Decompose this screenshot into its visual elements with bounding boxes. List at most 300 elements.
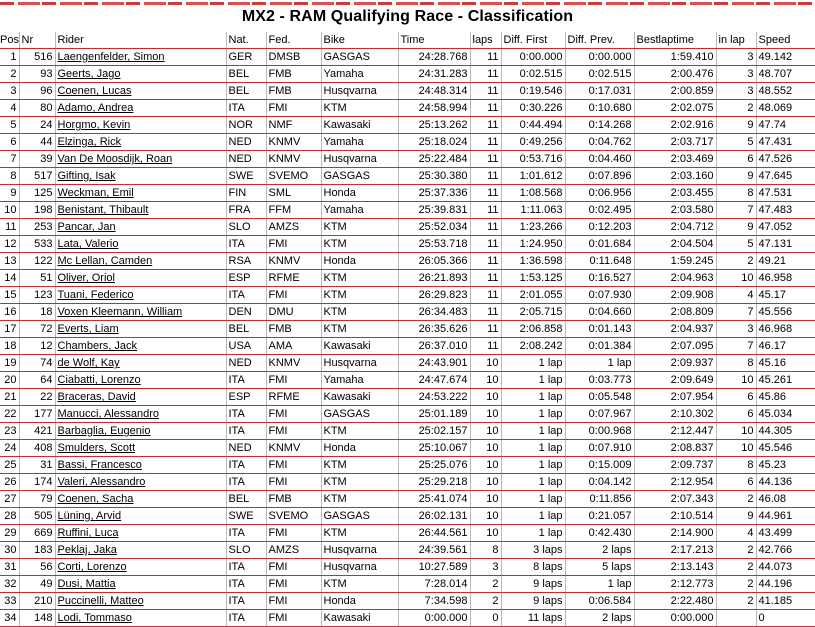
cell-diff-prev: 0:02.515 bbox=[565, 66, 634, 83]
table-row bbox=[0, 593, 815, 610]
cell-fed: KNMV bbox=[266, 440, 321, 457]
cell-nr: 408 bbox=[19, 440, 55, 457]
cell-bestlaptime: 2:04.504 bbox=[634, 236, 716, 253]
cell-bike: Honda bbox=[321, 593, 398, 610]
cell-rider bbox=[55, 236, 226, 253]
cell-bestlaptime: 2:03.717 bbox=[634, 134, 716, 151]
cell-pos: 30 bbox=[0, 542, 19, 559]
cell-diff-prev: 0:11.856 bbox=[565, 491, 634, 508]
cell-speed: 46.08 bbox=[756, 491, 815, 508]
top-stripe-pattern bbox=[0, 2, 815, 5]
rider-link[interactable]: Lata, Valerio bbox=[57, 238, 119, 250]
cell-pos: 24 bbox=[0, 440, 19, 457]
cell-nat: ITA bbox=[226, 100, 266, 117]
cell-fed: FMB bbox=[266, 83, 321, 100]
cell-pos: 22 bbox=[0, 406, 19, 423]
cell-diff-first: 1 lap bbox=[501, 423, 565, 440]
cell-nr: 669 bbox=[19, 525, 55, 542]
cell-speed: 41.185 bbox=[756, 593, 815, 610]
cell-fed: FMI bbox=[266, 525, 321, 542]
cell-rider bbox=[55, 185, 226, 202]
cell-laps: 10 bbox=[470, 474, 501, 491]
cell-diff-first: 0:00.000 bbox=[501, 49, 565, 66]
cell-time: 26:29.823 bbox=[398, 287, 470, 304]
cell-in-lap: 2 bbox=[716, 542, 756, 559]
cell-bike: GASGAS bbox=[321, 49, 398, 66]
cell-diff-first: 0:19.546 bbox=[501, 83, 565, 100]
cell-fed: FMI bbox=[266, 406, 321, 423]
cell-laps: 11 bbox=[470, 117, 501, 134]
cell-diff-first: 2:06.858 bbox=[501, 321, 565, 338]
column-header-speed: Speed bbox=[756, 32, 815, 49]
cell-speed: 47.431 bbox=[756, 134, 815, 151]
rider-link[interactable]: Corti, Lorenzo bbox=[57, 561, 127, 573]
table-row bbox=[0, 389, 815, 406]
column-header-bike: Bike bbox=[321, 32, 398, 49]
cell-diff-prev: 0:21.057 bbox=[565, 508, 634, 525]
cell-time: 10:27.589 bbox=[398, 559, 470, 576]
cell-diff-first: 1 lap bbox=[501, 474, 565, 491]
table-row bbox=[0, 168, 815, 185]
cell-bike: KTM bbox=[321, 100, 398, 117]
cell-laps: 10 bbox=[470, 372, 501, 389]
cell-nat: FRA bbox=[226, 202, 266, 219]
rider-link[interactable]: Bassi, Francesco bbox=[57, 459, 142, 471]
cell-nr: 253 bbox=[19, 219, 55, 236]
cell-bestlaptime: 2:12.954 bbox=[634, 474, 716, 491]
cell-in-lap: 3 bbox=[716, 321, 756, 338]
cell-bike: KTM bbox=[321, 576, 398, 593]
cell-bestlaptime: 0:00.000 bbox=[634, 610, 716, 627]
cell-diff-first: 1:08.568 bbox=[501, 185, 565, 202]
cell-in-lap: 2 bbox=[716, 559, 756, 576]
cell-rider bbox=[55, 151, 226, 168]
cell-in-lap: 3 bbox=[716, 66, 756, 83]
cell-rider bbox=[55, 440, 226, 457]
cell-time: 0:00.000 bbox=[398, 610, 470, 627]
cell-in-lap: 6 bbox=[716, 474, 756, 491]
cell-rider bbox=[55, 219, 226, 236]
cell-speed: 0 bbox=[756, 610, 815, 627]
cell-pos: 28 bbox=[0, 508, 19, 525]
cell-time: 25:18.024 bbox=[398, 134, 470, 151]
cell-diff-prev: 0:04.660 bbox=[565, 304, 634, 321]
cell-diff-first: 1 lap bbox=[501, 508, 565, 525]
cell-fed: FMI bbox=[266, 593, 321, 610]
cell-diff-prev: 0:17.031 bbox=[565, 83, 634, 100]
cell-bestlaptime: 2:00.859 bbox=[634, 83, 716, 100]
cell-bike: Honda bbox=[321, 253, 398, 270]
rider-link[interactable]: Everts, Liam bbox=[57, 323, 119, 335]
cell-pos: 7 bbox=[0, 151, 19, 168]
cell-bike: Kawasaki bbox=[321, 610, 398, 627]
cell-pos: 3 bbox=[0, 83, 19, 100]
cell-diff-prev: 0:07.930 bbox=[565, 287, 634, 304]
table-row bbox=[0, 338, 815, 355]
cell-bestlaptime: 2:17.213 bbox=[634, 542, 716, 559]
cell-nat: ESP bbox=[226, 270, 266, 287]
cell-nat: ITA bbox=[226, 406, 266, 423]
cell-in-lap: 7 bbox=[716, 202, 756, 219]
cell-speed: 46.958 bbox=[756, 270, 815, 287]
cell-bike: KTM bbox=[321, 287, 398, 304]
cell-speed: 45.86 bbox=[756, 389, 815, 406]
cell-pos: 9 bbox=[0, 185, 19, 202]
cell-diff-first: 0:53.716 bbox=[501, 151, 565, 168]
cell-diff-first: 1 lap bbox=[501, 457, 565, 474]
column-header-laps: laps bbox=[470, 32, 501, 49]
cell-bike: Kawasaki bbox=[321, 338, 398, 355]
cell-diff-first: 2:05.715 bbox=[501, 304, 565, 321]
cell-nat: NED bbox=[226, 355, 266, 372]
cell-laps: 11 bbox=[470, 49, 501, 66]
cell-bestlaptime: 2:04.963 bbox=[634, 270, 716, 287]
cell-time: 25:39.831 bbox=[398, 202, 470, 219]
cell-time: 26:21.893 bbox=[398, 270, 470, 287]
cell-bestlaptime: 2:10.302 bbox=[634, 406, 716, 423]
cell-rider bbox=[55, 610, 226, 627]
table-row bbox=[0, 508, 815, 525]
cell-time: 24:48.314 bbox=[398, 83, 470, 100]
cell-nr: 148 bbox=[19, 610, 55, 627]
cell-diff-prev: 0:03.773 bbox=[565, 372, 634, 389]
rider-link[interactable]: Pancar, Jan bbox=[57, 221, 116, 233]
cell-diff-prev: 0:10.680 bbox=[565, 100, 634, 117]
cell-time: 24:53.222 bbox=[398, 389, 470, 406]
cell-in-lap: 6 bbox=[716, 389, 756, 406]
table-row bbox=[0, 66, 815, 83]
table-row bbox=[0, 151, 815, 168]
cell-bike: Yamaha bbox=[321, 66, 398, 83]
cell-bestlaptime: 2:04.937 bbox=[634, 321, 716, 338]
table-row bbox=[0, 355, 815, 372]
table-row bbox=[0, 219, 815, 236]
cell-diff-prev: 0:01.384 bbox=[565, 338, 634, 355]
cell-fed: SVEMO bbox=[266, 508, 321, 525]
cell-fed: FMI bbox=[266, 474, 321, 491]
cell-laps: 11 bbox=[470, 66, 501, 83]
cell-diff-first: 0:30.226 bbox=[501, 100, 565, 117]
cell-fed: DMU bbox=[266, 304, 321, 321]
rider-link[interactable]: Dusi, Mattia bbox=[57, 578, 116, 590]
cell-nr: 72 bbox=[19, 321, 55, 338]
cell-in-lap: 10 bbox=[716, 372, 756, 389]
cell-bestlaptime: 2:08.809 bbox=[634, 304, 716, 321]
cell-pos: 13 bbox=[0, 253, 19, 270]
cell-bestlaptime: 2:14.900 bbox=[634, 525, 716, 542]
rider-link[interactable]: Gifting, Isak bbox=[57, 170, 116, 182]
cell-nat: SWE bbox=[226, 168, 266, 185]
table-row bbox=[0, 491, 815, 508]
rider-link[interactable]: Lodi, Tommaso bbox=[57, 612, 132, 624]
cell-laps: 11 bbox=[470, 134, 501, 151]
cell-bike: GASGAS bbox=[321, 406, 398, 423]
cell-diff-first: 1:36.598 bbox=[501, 253, 565, 270]
cell-laps: 11 bbox=[470, 321, 501, 338]
cell-in-lap: 3 bbox=[716, 83, 756, 100]
cell-diff-first: 1 lap bbox=[501, 355, 565, 372]
cell-speed: 45.546 bbox=[756, 440, 815, 457]
cell-bike: KTM bbox=[321, 457, 398, 474]
cell-fed: FMI bbox=[266, 457, 321, 474]
cell-speed: 47.531 bbox=[756, 185, 815, 202]
cell-time: 25:01.189 bbox=[398, 406, 470, 423]
cell-pos: 11 bbox=[0, 219, 19, 236]
cell-nat: ITA bbox=[226, 559, 266, 576]
cell-bike: Kawasaki bbox=[321, 117, 398, 134]
cell-time: 24:31.283 bbox=[398, 66, 470, 83]
rider-link[interactable]: Chambers, Jack bbox=[57, 340, 137, 352]
table-row bbox=[0, 559, 815, 576]
cell-diff-first: 1:01.612 bbox=[501, 168, 565, 185]
cell-speed: 49.142 bbox=[756, 49, 815, 66]
cell-rider bbox=[55, 508, 226, 525]
cell-diff-prev: 0:07.967 bbox=[565, 406, 634, 423]
cell-bike: GASGAS bbox=[321, 508, 398, 525]
cell-laps: 0 bbox=[470, 610, 501, 627]
cell-nat: GER bbox=[226, 49, 266, 66]
cell-nat: SLO bbox=[226, 219, 266, 236]
cell-laps: 11 bbox=[470, 100, 501, 117]
cell-nat: BEL bbox=[226, 321, 266, 338]
cell-diff-first: 1:11.063 bbox=[501, 202, 565, 219]
cell-in-lap: 6 bbox=[716, 406, 756, 423]
table-row bbox=[0, 253, 815, 270]
cell-fed: SVEMO bbox=[266, 168, 321, 185]
rider-link[interactable]: Ruffini, Luca bbox=[57, 527, 119, 539]
cell-diff-prev: 0:07.896 bbox=[565, 168, 634, 185]
cell-in-lap: 10 bbox=[716, 440, 756, 457]
cell-in-lap: 5 bbox=[716, 236, 756, 253]
rider-link[interactable]: Puccinelli, Matteo bbox=[57, 595, 144, 607]
rider-link[interactable]: Laengenfelder, Simon bbox=[57, 51, 165, 63]
cell-speed: 47.052 bbox=[756, 219, 815, 236]
cell-in-lap: 2 bbox=[716, 100, 756, 117]
cell-laps: 10 bbox=[470, 440, 501, 457]
cell-diff-prev: 1 lap bbox=[565, 355, 634, 372]
cell-laps: 10 bbox=[470, 525, 501, 542]
cell-pos: 26 bbox=[0, 474, 19, 491]
cell-laps: 11 bbox=[470, 270, 501, 287]
cell-bestlaptime: 2:03.455 bbox=[634, 185, 716, 202]
cell-in-lap: 6 bbox=[716, 151, 756, 168]
cell-nr: 421 bbox=[19, 423, 55, 440]
cell-rider bbox=[55, 321, 226, 338]
cell-rider bbox=[55, 202, 226, 219]
cell-bestlaptime: 2:03.469 bbox=[634, 151, 716, 168]
cell-fed: FMI bbox=[266, 610, 321, 627]
rider-link[interactable]: Geerts, Jago bbox=[57, 68, 121, 80]
cell-bestlaptime: 2:09.649 bbox=[634, 372, 716, 389]
cell-nr: 198 bbox=[19, 202, 55, 219]
cell-pos: 29 bbox=[0, 525, 19, 542]
rider-link[interactable]: Elzinga, Rick bbox=[57, 136, 122, 148]
cell-diff-prev: 0:04.142 bbox=[565, 474, 634, 491]
cell-bestlaptime: 2:02.916 bbox=[634, 117, 716, 134]
cell-in-lap: 3 bbox=[716, 49, 756, 66]
cell-speed: 45.16 bbox=[756, 355, 815, 372]
cell-nat: ITA bbox=[226, 593, 266, 610]
table-row bbox=[0, 525, 815, 542]
cell-bike: Yamaha bbox=[321, 134, 398, 151]
cell-diff-first: 2:01.055 bbox=[501, 287, 565, 304]
cell-nr: 51 bbox=[19, 270, 55, 287]
cell-nat: ITA bbox=[226, 525, 266, 542]
rider-link[interactable]: Voxen Kleemann, William bbox=[57, 306, 183, 318]
cell-time: 25:41.074 bbox=[398, 491, 470, 508]
cell-diff-prev: 0:00.000 bbox=[565, 49, 634, 66]
cell-speed: 44.961 bbox=[756, 508, 815, 525]
cell-diff-first: 1 lap bbox=[501, 389, 565, 406]
cell-rider bbox=[55, 117, 226, 134]
cell-laps: 10 bbox=[470, 355, 501, 372]
rider-link[interactable]: Benistant, Thibault bbox=[57, 204, 149, 216]
cell-nr: 517 bbox=[19, 168, 55, 185]
column-header-in-lap: in lap bbox=[716, 32, 756, 49]
cell-bike: Honda bbox=[321, 440, 398, 457]
cell-bestlaptime: 2:08.837 bbox=[634, 440, 716, 457]
table-row bbox=[0, 423, 815, 440]
cell-rider bbox=[55, 134, 226, 151]
cell-laps: 2 bbox=[470, 593, 501, 610]
cell-diff-first: 1 lap bbox=[501, 525, 565, 542]
table-row bbox=[0, 100, 815, 117]
cell-nat: FIN bbox=[226, 185, 266, 202]
cell-diff-first: 2:08.242 bbox=[501, 338, 565, 355]
cell-time: 26:44.561 bbox=[398, 525, 470, 542]
cell-time: 25:52.034 bbox=[398, 219, 470, 236]
cell-time: 25:22.484 bbox=[398, 151, 470, 168]
cell-fed: FFM bbox=[266, 202, 321, 219]
cell-in-lap: 9 bbox=[716, 168, 756, 185]
rider-link[interactable]: Van De Moosdijk, Roan bbox=[57, 153, 173, 165]
cell-nr: 79 bbox=[19, 491, 55, 508]
rider-link[interactable]: Mc Lellan, Camden bbox=[57, 255, 153, 267]
table-row bbox=[0, 457, 815, 474]
cell-bestlaptime: 2:03.580 bbox=[634, 202, 716, 219]
cell-time: 24:47.674 bbox=[398, 372, 470, 389]
rider-link[interactable]: Weckman, Emil bbox=[57, 187, 134, 199]
cell-nat: ESP bbox=[226, 389, 266, 406]
classification-table bbox=[0, 32, 815, 627]
rider-link[interactable]: Barbaglia, Eugenio bbox=[57, 425, 151, 437]
cell-fed: NMF bbox=[266, 117, 321, 134]
cell-pos: 20 bbox=[0, 372, 19, 389]
cell-diff-first: 0:02.515 bbox=[501, 66, 565, 83]
cell-diff-first: 3 laps bbox=[501, 542, 565, 559]
cell-pos: 25 bbox=[0, 457, 19, 474]
cell-laps: 11 bbox=[470, 219, 501, 236]
cell-rider bbox=[55, 338, 226, 355]
cell-laps: 11 bbox=[470, 83, 501, 100]
rider-link[interactable]: Tuani, Federico bbox=[57, 289, 134, 301]
cell-laps: 11 bbox=[470, 168, 501, 185]
cell-fed: FMI bbox=[266, 423, 321, 440]
cell-bike: Honda bbox=[321, 185, 398, 202]
rider-link[interactable]: de Wolf, Kay bbox=[57, 357, 120, 369]
cell-nat: BEL bbox=[226, 491, 266, 508]
cell-bestlaptime: 2:10.514 bbox=[634, 508, 716, 525]
rider-link[interactable]: Coenen, Lucas bbox=[57, 85, 132, 97]
rider-link[interactable]: Horgmo, Kevin bbox=[57, 119, 131, 131]
cell-speed: 44.073 bbox=[756, 559, 815, 576]
table-row bbox=[0, 304, 815, 321]
rider-link[interactable]: Lüning, Arvid bbox=[57, 510, 122, 522]
cell-speed: 48.069 bbox=[756, 100, 815, 117]
cell-diff-prev: 0:14.268 bbox=[565, 117, 634, 134]
cell-pos: 4 bbox=[0, 100, 19, 117]
rider-link[interactable]: Oliver, Oriol bbox=[57, 272, 115, 284]
cell-fed: AMZS bbox=[266, 542, 321, 559]
cell-pos: 2 bbox=[0, 66, 19, 83]
cell-speed: 47.483 bbox=[756, 202, 815, 219]
cell-nat: ITA bbox=[226, 423, 266, 440]
rider-link[interactable]: Ciabatti, Lorenzo bbox=[57, 374, 141, 386]
rider-link[interactable]: Manucci, Alessandro bbox=[57, 408, 159, 420]
cell-laps: 2 bbox=[470, 576, 501, 593]
cell-speed: 45.261 bbox=[756, 372, 815, 389]
cell-rider bbox=[55, 576, 226, 593]
cell-nr: 24 bbox=[19, 117, 55, 134]
cell-in-lap: 2 bbox=[716, 576, 756, 593]
rider-link[interactable]: Valeri, Alessandro bbox=[57, 476, 146, 488]
cell-time: 25:13.262 bbox=[398, 117, 470, 134]
cell-rider bbox=[55, 168, 226, 185]
rider-link[interactable]: Peklaj, Jaka bbox=[57, 544, 117, 556]
cell-bike: KTM bbox=[321, 423, 398, 440]
cell-nr: 96 bbox=[19, 83, 55, 100]
cell-speed: 45.034 bbox=[756, 406, 815, 423]
rider-link[interactable]: Coenen, Sacha bbox=[57, 493, 134, 505]
column-header-pos: Pos bbox=[0, 32, 19, 49]
cell-bestlaptime: 2:03.160 bbox=[634, 168, 716, 185]
cell-rider bbox=[55, 474, 226, 491]
cell-bike: KTM bbox=[321, 321, 398, 338]
cell-time: 25:29.218 bbox=[398, 474, 470, 491]
cell-laps: 10 bbox=[470, 406, 501, 423]
cell-bike: KTM bbox=[321, 236, 398, 253]
cell-diff-prev: 0:11.648 bbox=[565, 253, 634, 270]
cell-speed: 43.499 bbox=[756, 525, 815, 542]
rider-link[interactable]: Braceras, David bbox=[57, 391, 136, 403]
cell-speed: 44.136 bbox=[756, 474, 815, 491]
cell-in-lap: 2 bbox=[716, 253, 756, 270]
table-row bbox=[0, 372, 815, 389]
cell-rider bbox=[55, 287, 226, 304]
cell-diff-prev: 0:15.009 bbox=[565, 457, 634, 474]
cell-nat: ITA bbox=[226, 236, 266, 253]
rider-link[interactable]: Smulders, Scott bbox=[57, 442, 136, 454]
cell-bike: Kawasaki bbox=[321, 389, 398, 406]
cell-fed: AMA bbox=[266, 338, 321, 355]
column-header-nr: Nr bbox=[19, 32, 55, 49]
table-row bbox=[0, 83, 815, 100]
rider-link[interactable]: Adamo, Andrea bbox=[57, 102, 134, 114]
cell-nr: 80 bbox=[19, 100, 55, 117]
cell-diff-prev: 2 laps bbox=[565, 542, 634, 559]
cell-nr: 22 bbox=[19, 389, 55, 406]
cell-pos: 21 bbox=[0, 389, 19, 406]
cell-diff-prev: 0:06.956 bbox=[565, 185, 634, 202]
cell-nat: ITA bbox=[226, 576, 266, 593]
cell-rider bbox=[55, 593, 226, 610]
cell-diff-first: 1 lap bbox=[501, 440, 565, 457]
cell-bike: Husqvarna bbox=[321, 542, 398, 559]
cell-fed: FMI bbox=[266, 236, 321, 253]
cell-laps: 11 bbox=[470, 151, 501, 168]
cell-nr: 64 bbox=[19, 372, 55, 389]
cell-rider bbox=[55, 355, 226, 372]
